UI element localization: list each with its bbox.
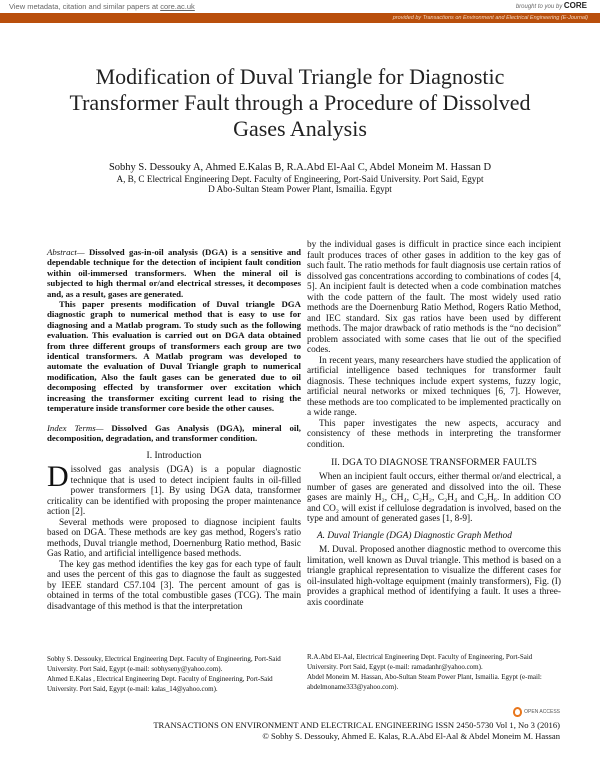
footnote: Abdel Moneim M. Hassan, Abo-Sultan Steam Power Plant, Ismailia. Egypt (e-mail: abdelmoname333@yahoo.com). (307, 673, 542, 691)
open-access-logo: OPEN ACCESS (513, 707, 560, 717)
abstract: Abstract— Dissolved gas-in-oil analysis (DGA) is a sensitive and dependable technique for the detection of incipient fault condition within oil-immersed transformers. When the mineral oil is subjected to high thermal or/and electrical stresses, it decomposes and, as a result, gases are generated. (47, 247, 301, 299)
affiliation-2: D Abo-Sultan Steam Power Plant, Ismailia. Egypt (208, 184, 392, 194)
copyright: © Sobhy S. Dessouky, Ahmed E. Kalas, R.A.Abd El-Aal & Abdel Moneim M. Hassan (262, 731, 560, 741)
right-p4: When an incipient fault occurs, either thermal or/and electrical, a number of gases are generated and dissolved into the oil. These gases are mainly H₂, CH₄, C₂H₂, C₂H₄ and C₂H₆. In addition CO and CO₂ will exist if cellulose degradation is involved, based on the type and amount of generated gases [1, 8-9]. (307, 472, 561, 524)
core-link[interactable]: core.ac.uk (160, 2, 195, 11)
provider-bar[interactable]: provided by Transactions on Environment and Electrical Engineering (E-Journal) (0, 13, 600, 23)
paper-title: Modification of Duval Triangle for Diagnostic Transformer Fault through a Procedure of Dissolved Gases Analysis (69, 64, 531, 141)
core-logo: CORE (563, 1, 587, 10)
right-p5: M. Duval. Proposed another diagnostic method to overcome this limitation, well known as Duval triangle. This method is based on a triangle graphical representation to visualize the different cases for oil-insulated high-voltage equipment (mainly transformers), Fig. (I) provides a graphical method of identifying a fault. It uses a three-axis coordinate (307, 545, 561, 608)
footnote: Ahmed E.Kalas , Electrical Engineering Dept. Faculty of Engineering, Port-Said University. Port Said, Egypt (e-mail: kalas_14@yahoo.com). (47, 675, 273, 693)
section-heading-intro: I. Introduction (146, 451, 202, 462)
abstract-p2: This paper presents modification of Duval triangle DGA diagnostic graph to numerical method that is easy to use for diagnosing and a Matlab program. To study such as the following evaluation. This evaluation is carried out on DGA data obtained from three different groups of transformers each group are two identical transformers. A Matlab program was developed to automate the evaluation of Duval Triangle graph to numerical modification, Also the fault gases can be generated due to oil decomposing effected by transformer over excitation which increasing the transformer exciting current lead to rising the temperature inside transformer core beside the other causes. (47, 299, 301, 414)
right-p1: by the individual gases is difficult in practice since each incipient fault produces traces of other gases in addition to the key gas of such fault. The ratio methods for fault diagnosis use certain ratios of dissolved gas concentrations according to combinations of codes [4, 5]. An incipient fault is detected when a code combination matches with the code pattern of the fault. The most widely used ratio methods are the Doernenburg Ratio Method, Rogers Ratio Method, and IEC standard. Six gas ratios have been used by different methods. The major drawback of ratio methods is the “no decision” problem associated with some cases that lie out of the specified codes. (307, 240, 561, 355)
right-p2: In recent years, many researchers have studied the application of artificial intelligence based techniques for transformer fault diagnosis. These techniques include expert systems, fuzzy logic, artificial neural networks or mixed techniques [6, 7]. However, these methods are too complicated to be implemented practically on a wide range. (307, 355, 561, 418)
index-terms: Index Terms— Dissolved Gas Analysis (DGA), mineral oil, decomposition, degradation, and transformer condition. (47, 422, 301, 443)
open-lock-icon (513, 707, 522, 717)
core-banner (0, 0, 600, 12)
intro-p3: The key gas method identifies the key gas for each type of fault and uses the percent of this gas to diagnose the fault as suggested by IEEE standard C57.104 [3]. The percent amount of gas is obtained in terms of the total combustible gases (TCG). The main disadvantage of this method is that the interpretation (47, 559, 301, 612)
metadata-notice: View metadata, citation and similar papers at core.ac.uk (9, 2, 195, 11)
footnote: R.A.Abd El-Aal, Electrical Engineering Dept. Faculty of Engineering, Port-Said University. Port Said, Egypt (e-mail: ramadanhr@yahoo.com). (307, 653, 533, 671)
intro-p2: Several methods were proposed to diagnose incipient faults based on DGA. These methods are key gas method, Rogers's ratio methods, Duval triangle method, Doernenburg Ratio method, Basic Gas Ratio, and artificial intelligence based methods. (47, 517, 301, 560)
right-column (307, 240, 561, 608)
intro-p1: Dissolved gas analysis (DGA) is a popular diagnostic technique that is used to detect incipient faults in oil-filled power transformers [1]. By using DGA data, transformer criticality can be identified with proposing the proper maintenance action [2]. (47, 460, 301, 518)
author-block (40, 163, 560, 195)
left-column (47, 247, 301, 612)
core-badge[interactable]: brought to you by CORE (515, 1, 587, 10)
journal-info: TRANSACTIONS ON ENVIRONMENT AND ELECTRICAL ENGINEERING ISSN 2450-5730 Vol 1, No 3 (2016) (153, 720, 560, 730)
right-p3: This paper investigates the new aspects, accuracy and consistency of these methods in interpreting the transformer condition. (307, 418, 561, 450)
subsection-heading: A. Duval Triangle (DGA) Diagnostic Graph Method (317, 530, 512, 541)
footnote: Sobhy S. Dessouky, Electrical Engineering Dept. Faculty of Engineering, Port-Said University. Port Said, Egypt (e-mail: sobhyseny@yahoo.com). (47, 655, 281, 673)
drop-cap: D (47, 460, 69, 494)
page-footer (153, 720, 560, 742)
section-heading-2: II. DGA TO DIAGNOSE TRANSFORMER FAULTS (331, 458, 537, 468)
footnotes-right (307, 652, 561, 692)
footnotes-left (47, 654, 297, 694)
affiliation-1: A, B, C Electrical Engineering Dept. Faculty of Engineering, Port-Said University. Port Said, Egypt (116, 173, 484, 184)
author-names: Sobhy S. Dessouky A, Ahmed E.Kalas B, R.A.Abd El-Aal C, Abdel Moneim M. Hassan D (108, 162, 492, 173)
